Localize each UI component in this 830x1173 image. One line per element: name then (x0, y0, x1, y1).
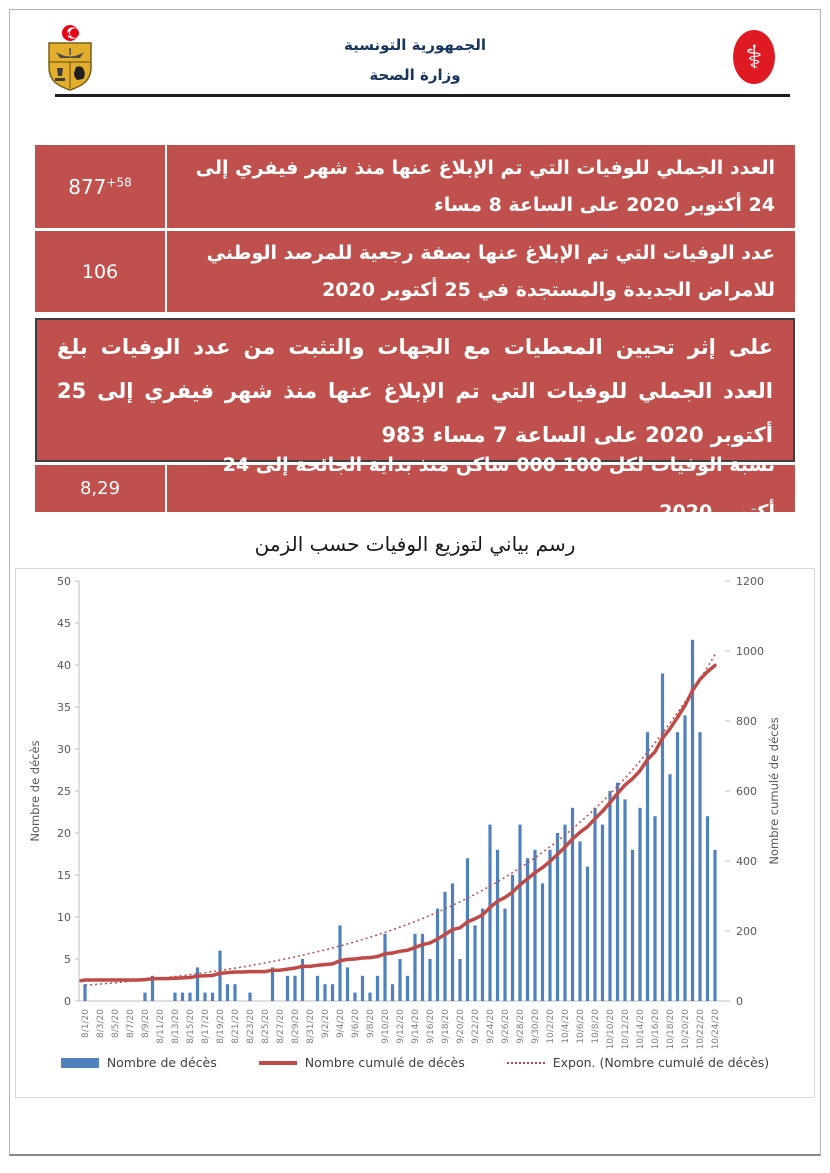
bar (293, 976, 296, 1001)
bar (676, 732, 679, 1001)
bar (601, 825, 604, 1001)
left-axis-tick: 15 (57, 869, 71, 882)
left-axis-tick: 10 (57, 911, 71, 924)
x-axis-label: 9/4/20 (336, 1009, 346, 1038)
x-axis-label: 9/12/20 (396, 1009, 406, 1044)
bar (211, 993, 214, 1001)
x-axis-label: 9/28/20 (516, 1009, 526, 1044)
x-axis-label: 9/6/20 (351, 1009, 361, 1038)
left-axis-tick: 40 (57, 659, 71, 672)
bar (143, 993, 146, 1001)
bar (391, 984, 394, 1001)
deaths-chart-svg (16, 569, 814, 1097)
republic-title: الجمهورية التونسية (344, 36, 486, 54)
stat-label-retro: عدد الوفيات التي تم الإبلاغ عنها بصفة رجعية للمرصد الوطني للامراض الجديدة والمستجدة في 25 أكتوبر 2020 (206, 241, 775, 301)
stat-label-total: العدد الجملي للوفيات التي تم الإبلاغ عنها منذ شهر فيفري إلى 24 أكتوبر 2020 على الساعة 8 مساء (195, 156, 775, 216)
bar (331, 984, 334, 1001)
x-axis-label: 9/30/20 (531, 1009, 541, 1044)
bar (481, 909, 484, 1001)
bar (383, 934, 386, 1001)
stat-value-rate: 8,29 (79, 478, 121, 499)
left-axis-tick: 25 (57, 785, 71, 798)
stat-value-total: $877^{+58}$ (68, 174, 132, 199)
x-axis-label: 9/10/20 (381, 1009, 391, 1044)
bar (361, 976, 364, 1001)
x-axis-label: 8/15/20 (186, 1009, 196, 1044)
x-axis-label: 10/14/20 (636, 1009, 646, 1050)
header-divider (55, 94, 790, 97)
update-notice: على إثر تحيين المعطيات مع الجهات والتثبت من عدد الوفيات بلغ العدد الجملي للوفيات التي تم الإبلاغ عنها منذ شهر فيفري إلى 25 أكتوبر 2020 على الساعة 7 مساء 983 (35, 318, 795, 462)
bar (226, 984, 229, 1001)
x-axis-label: 10/16/20 (651, 1009, 661, 1050)
bar (248, 993, 251, 1001)
bar (428, 959, 431, 1001)
legend-item-line: Nombre cumulé de décès (259, 1055, 465, 1070)
bar (451, 883, 454, 1001)
x-axis-label: 8/3/20 (96, 1009, 106, 1038)
legend-item-bars: Nombre de décès (61, 1055, 217, 1070)
bar (586, 867, 589, 1001)
dotted-swatch-icon (507, 1062, 545, 1064)
bar (646, 732, 649, 1001)
expon-trend-line (85, 655, 715, 986)
x-axis-label: 9/22/20 (471, 1009, 481, 1044)
right-axis-tick: 800 (736, 715, 757, 728)
x-axis-label: 9/20/20 (456, 1009, 466, 1044)
x-axis-label: 10/6/20 (576, 1009, 586, 1044)
bar (556, 833, 559, 1001)
x-axis-label: 8/11/20 (156, 1009, 166, 1044)
x-axis-label: 10/8/20 (591, 1009, 601, 1044)
bar (368, 993, 371, 1001)
bar (541, 883, 544, 1001)
x-axis-label: 10/20/20 (681, 1009, 691, 1050)
left-axis-tick: 0 (64, 995, 71, 1008)
right-axis-tick: 200 (736, 925, 757, 938)
left-axis-tick: 5 (64, 953, 71, 966)
left-axis-tick: 50 (57, 575, 71, 588)
right-axis-tick: 1000 (736, 645, 764, 658)
bar (503, 909, 506, 1001)
bar (338, 925, 341, 1001)
bar (563, 825, 566, 1001)
left-axis-tick: 35 (57, 701, 71, 714)
bar (706, 816, 709, 1001)
left-axis-tick: 45 (57, 617, 71, 630)
right-axis-tick: 0 (736, 995, 743, 1008)
x-axis-label: 9/2/20 (321, 1009, 331, 1038)
x-axis-label: 10/18/20 (666, 1009, 676, 1050)
bar (173, 993, 176, 1001)
bar (436, 909, 439, 1001)
bar (218, 951, 221, 1001)
bar (196, 967, 199, 1001)
bar (376, 976, 379, 1001)
health-ministry-logo-icon (730, 28, 778, 86)
right-axis-tick: 1200 (736, 575, 764, 588)
x-axis-label: 8/27/20 (276, 1009, 286, 1044)
bar (631, 850, 634, 1001)
right-axis-title: Nombre cumulé de décès (767, 717, 781, 865)
x-axis-label: 8/29/20 (291, 1009, 301, 1044)
stat-value-retro: 106 (81, 260, 119, 283)
x-axis-label: 10/24/20 (711, 1009, 721, 1050)
bar (316, 976, 319, 1001)
x-axis-label: 8/25/20 (261, 1009, 271, 1044)
ministry-title: وزارة الصحة (369, 66, 461, 84)
x-axis-label: 8/1/20 (81, 1009, 91, 1038)
x-axis-label: 9/14/20 (411, 1009, 421, 1044)
bar (593, 808, 596, 1001)
stat-row-total-reported (35, 145, 795, 228)
bar (608, 791, 611, 1001)
x-axis-label: 10/10/20 (606, 1009, 616, 1050)
x-axis-label: 8/23/20 (246, 1009, 256, 1044)
bar-swatch-icon (61, 1058, 99, 1068)
bar (458, 959, 461, 1001)
bar (413, 934, 416, 1001)
bar (83, 984, 86, 1001)
bar (623, 799, 626, 1001)
bar (271, 967, 274, 1001)
bar (661, 673, 664, 1001)
x-axis-label: 9/16/20 (426, 1009, 436, 1044)
x-axis-label: 8/17/20 (201, 1009, 211, 1044)
x-axis-label: 8/31/20 (306, 1009, 316, 1044)
bar (698, 732, 701, 1001)
bar (683, 715, 686, 1001)
left-axis-title: Nombre de décès (28, 740, 42, 842)
x-axis-label: 10/4/20 (561, 1009, 571, 1044)
x-axis-label: 10/12/20 (621, 1009, 631, 1050)
x-axis-label: 9/26/20 (501, 1009, 511, 1044)
bar (346, 967, 349, 1001)
line-swatch-icon (259, 1061, 297, 1065)
left-axis-tick: 30 (57, 743, 71, 756)
svg-text:⚕: ⚕ (745, 38, 763, 76)
bar (713, 850, 716, 1001)
cumulative-line (81, 665, 715, 980)
bar (668, 774, 671, 1001)
bar (181, 993, 184, 1001)
stat-row-death-rate (35, 453, 795, 523)
bar (548, 850, 551, 1001)
bar (353, 993, 356, 1001)
right-axis-tick: 400 (736, 855, 757, 868)
x-axis-label: 8/5/20 (111, 1009, 121, 1038)
bar (398, 959, 401, 1001)
bar (653, 816, 656, 1001)
x-axis-label: 9/8/20 (366, 1009, 376, 1038)
chart-legend (15, 1055, 815, 1070)
bar (488, 825, 491, 1001)
x-axis-label: 9/18/20 (441, 1009, 451, 1044)
bar (638, 808, 641, 1001)
bar (578, 841, 581, 1001)
bar (473, 925, 476, 1001)
deaths-chart (15, 568, 815, 1098)
legend-item-trend: Expon. (Nombre cumulé de décès) (507, 1055, 769, 1070)
x-axis-label: 10/22/20 (696, 1009, 706, 1050)
left-axis-tick: 20 (57, 827, 71, 840)
bar (466, 858, 469, 1001)
bar (233, 984, 236, 1001)
chart-title: رسم بياني لتوزيع الوفيات حسب الزمن (254, 532, 576, 556)
bar (286, 976, 289, 1001)
x-axis-label: 8/13/20 (171, 1009, 181, 1044)
x-axis-label: 8/21/20 (231, 1009, 241, 1044)
x-axis-label: 8/19/20 (216, 1009, 226, 1044)
stat-label-rate: نسبة الوفيات لكل 100 000 ساكن منذ بداية الجائحة إلى 24 أكتوبر 2020 (222, 453, 775, 523)
bar (323, 984, 326, 1001)
bar (616, 783, 619, 1001)
bar (406, 976, 409, 1001)
bar (496, 850, 499, 1001)
bar (188, 993, 191, 1001)
x-axis-label: 8/9/20 (141, 1009, 151, 1038)
bar (518, 825, 521, 1001)
stat-row-retro-reported (35, 231, 795, 312)
x-axis-label: 9/24/20 (486, 1009, 496, 1044)
x-axis-label: 10/2/20 (546, 1009, 556, 1044)
x-axis-label: 8/7/20 (126, 1009, 136, 1038)
right-axis-tick: 600 (736, 785, 757, 798)
bar (203, 993, 206, 1001)
